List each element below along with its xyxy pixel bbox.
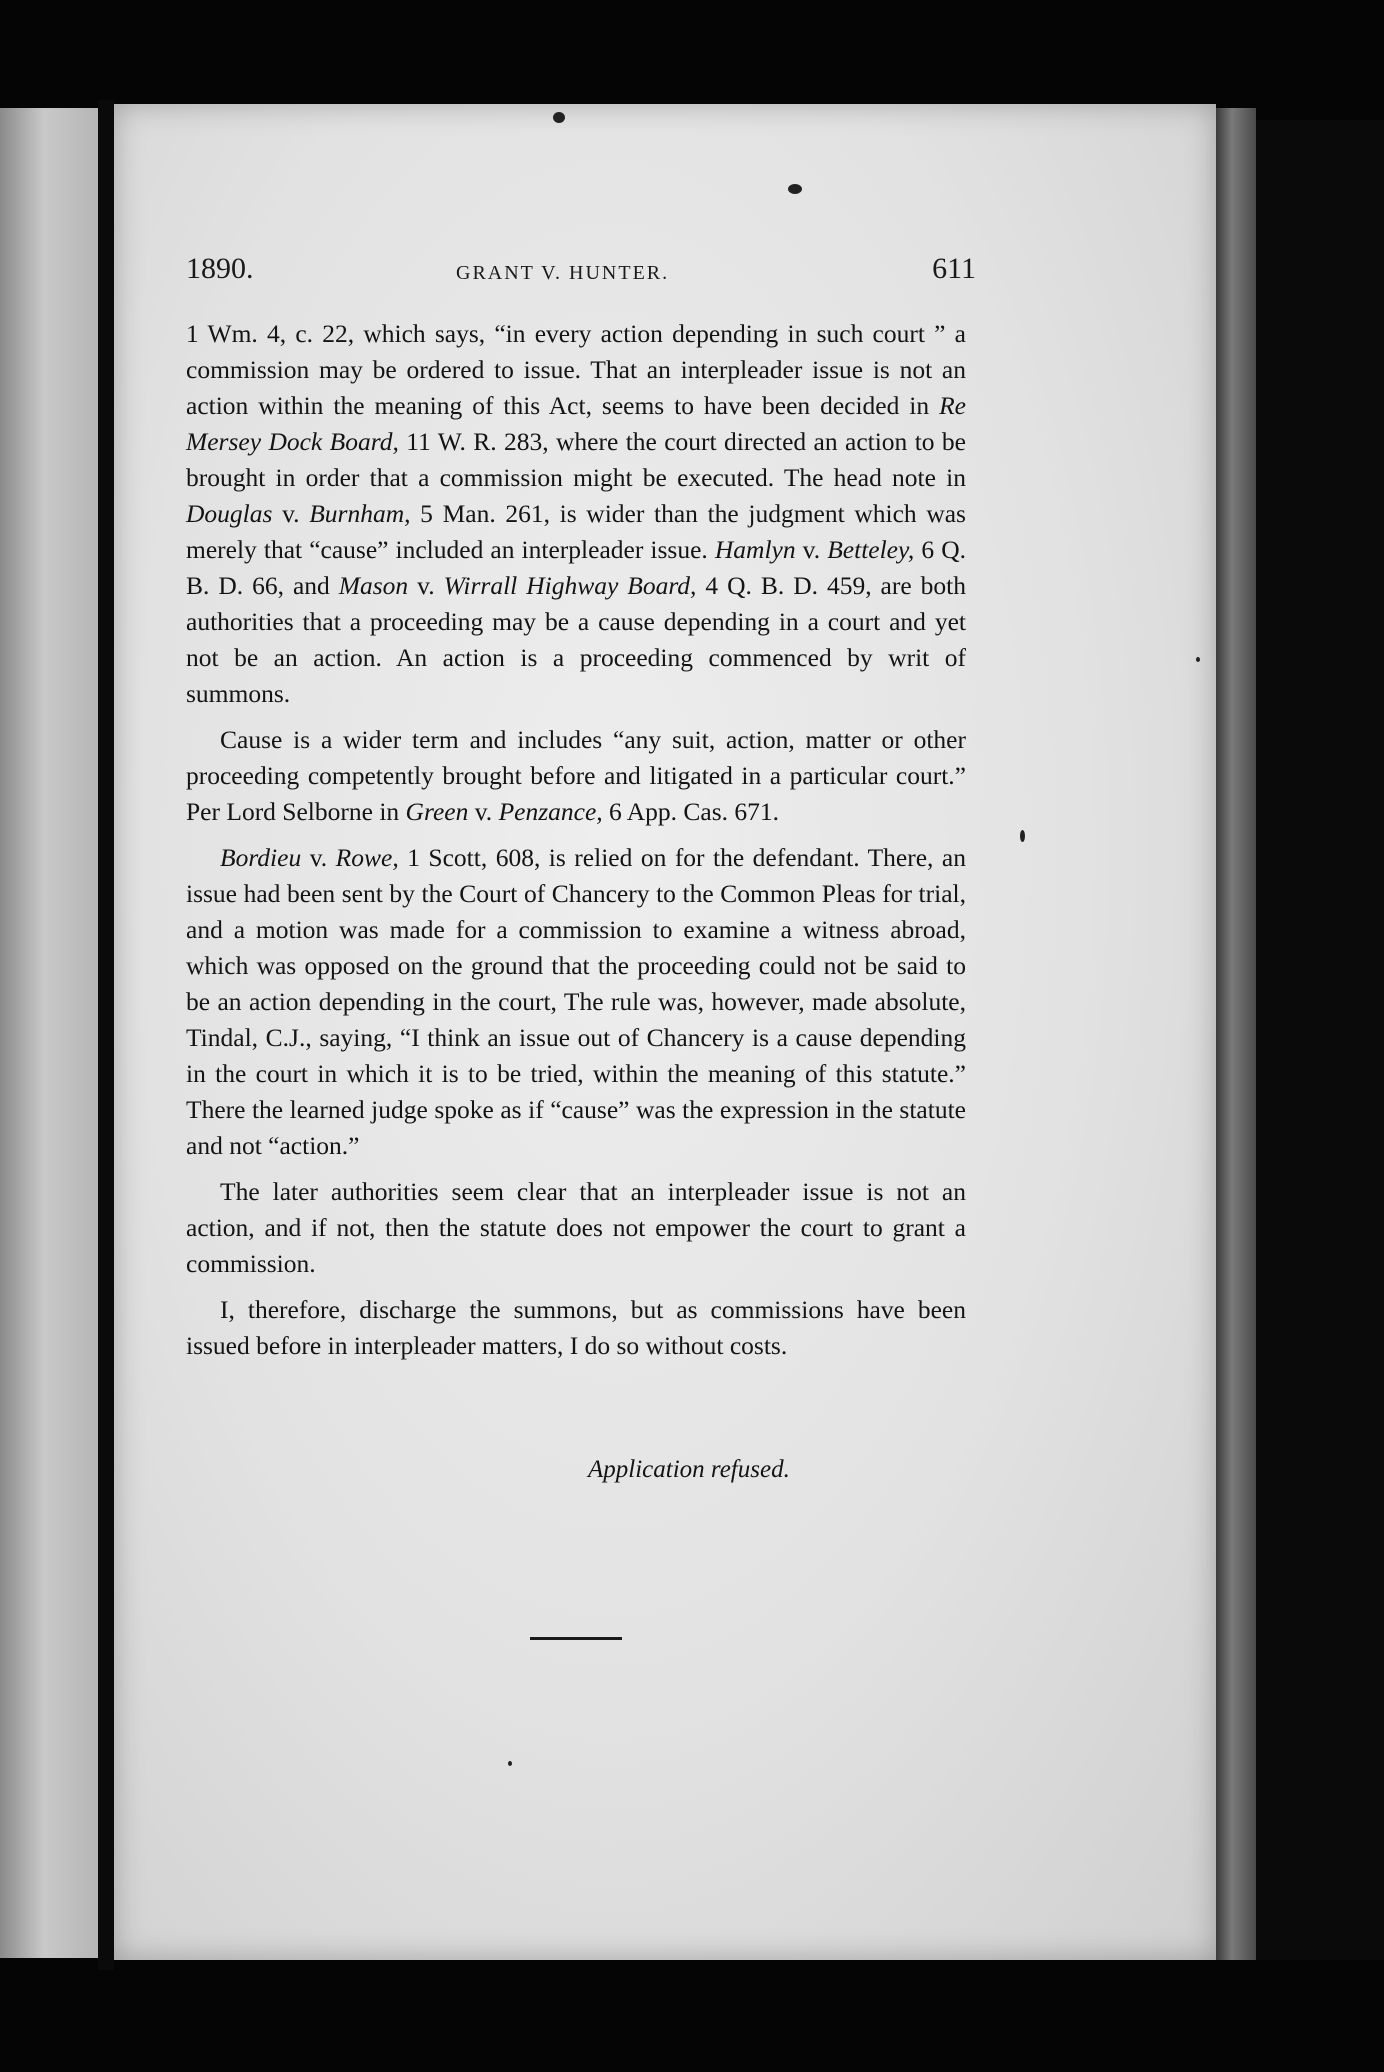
scan-background [1256,120,1384,1960]
decision-signoff: Application refused. [588,1456,790,1483]
left-facing-page-edge [0,108,98,1958]
header-year: 1890. [186,252,254,285]
scan-speck [1196,657,1200,662]
running-header [186,252,976,292]
scan-speck [1020,830,1025,842]
paragraph-1: 1 Wm. 4, c. 22, which says, “in every action depending in such court ” a commission may be ordered to issue. That an interpleader issue is not an action within the meaning of this Act, seems to have been decided in Re Mersey Dock Board, 11 W. R. 283, where the court directed an action to be brought in order that a commission might be executed. The head note in Douglas v. Burnham, 5 Man. 261, is wider than the judgment which was merely that “cause” included an interpleader issue. Hamlyn v. Betteley, 6 Q. B. D. 66, and Mason v. Wirrall Highway Board, 4 Q. B. D. 459, are both authorities that a proceeding may be a cause depending in a court and yet not be an action. An action is a proceeding commenced by writ of summons. [186,319,967,708]
book-gutter [98,100,114,1970]
page-edge-shadow [1216,108,1256,1960]
scan-speck [508,1761,512,1766]
body-text [186,316,966,1364]
header-page-number: 611 [932,252,976,285]
paragraph-4: The later authorities seem clear that an interpleader issue is not an action, and if not, then the statute does not empower the court to grant a commission. [186,1177,966,1278]
header-case-title: GRANT V. HUNTER. [456,262,670,284]
end-of-case-rule [530,1637,622,1640]
scan-speck [788,184,802,194]
paragraph-3: Bordieu v. Rowe, 1 Scott, 608, is relied on for the defendant. There, an issue had been sent by the Court of Chancery to the Common Pleas for trial, and a motion was made for a commission to examine a witness abroad, which was opposed on the ground that the proceeding could not be said to be an action depending in the court, The rule was, however, made absolute, Tindal, C.J., saying, “I think an issue out of Chancery is a cause depending in the court in which it is to be tried, within the meaning of this statute.” There the learned judge spoke as if “cause” was the expression in the statute and not “action.” [186,843,966,1160]
scan-speck [553,112,565,123]
paragraph-5: I, therefore, discharge the summons, but as commissions have been issued before in interpleader matters, I do so without costs. [186,1295,966,1360]
paragraph-2: Cause is a wider term and includes “any suit, action, matter or other proceeding competently brought before and litigated in a particular court.” Per Lord Selborne in Green v. Penzance, 6 App. Cas. 671. [186,725,966,826]
